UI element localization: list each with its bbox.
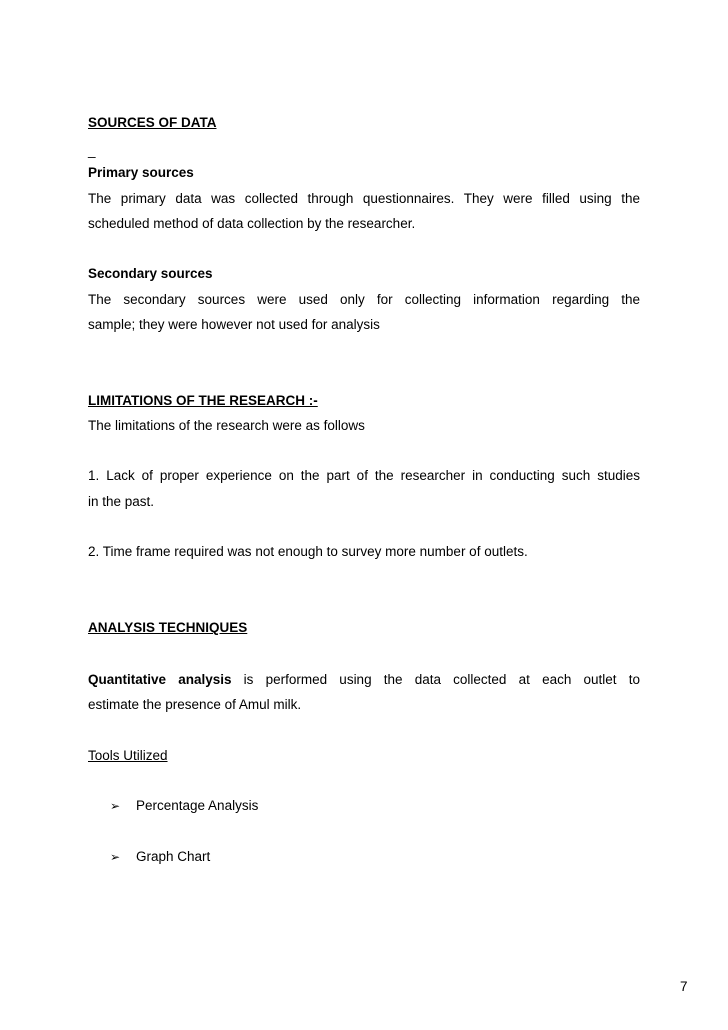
- stray-underscore-mark: _: [88, 143, 96, 158]
- limitation-item-1-line-1: 1. Lack of proper experience on the part of the researcher in conducting such studies: [88, 468, 640, 483]
- limitation-item-1-line-2: in the past.: [88, 494, 155, 509]
- tools-utilized-heading: Tools Utilized: [88, 748, 168, 763]
- tool-item-graph-chart: Graph Chart: [136, 849, 211, 864]
- quantitative-analysis-term: Quantitative analysis: [88, 672, 232, 687]
- limitation-item-2: 2. Time frame required was not enough to survey more number of outlets.: [88, 544, 528, 559]
- limitations-intro: The limitations of the research were as follows: [88, 418, 365, 433]
- secondary-sources-heading: Secondary sources: [88, 266, 213, 281]
- quantitative-analysis-line-2: estimate the presence of Amul milk.: [88, 697, 302, 712]
- page-number: 7: [680, 979, 688, 994]
- quantitative-analysis-line-1: [88, 672, 640, 688]
- arrow-bullet-icon: ➢: [110, 799, 121, 813]
- analysis-techniques-heading: ANALYSIS TECHNIQUES: [88, 620, 248, 635]
- primary-sources-text-line-1: The primary data was collected through questionnaires. They were filled using the: [88, 191, 640, 206]
- primary-sources-heading: Primary sources: [88, 165, 194, 180]
- tool-item-percentage-analysis: Percentage Analysis: [136, 798, 259, 813]
- limitations-heading: LIMITATIONS OF THE RESEARCH :-: [88, 393, 318, 408]
- secondary-sources-text-line-2: sample; they were however not used for analysis: [88, 317, 380, 332]
- quantitative-analysis-description: is performed using the data collected at each outlet to: [231, 672, 640, 687]
- secondary-sources-text-line-1: The secondary sources were used only for collecting information regarding the: [88, 292, 640, 307]
- sources-of-data-heading: SOURCES OF DATA: [88, 115, 217, 130]
- primary-sources-text-line-2: scheduled method of data collection by the researcher.: [88, 216, 416, 231]
- arrow-bullet-icon: ➢: [110, 850, 121, 864]
